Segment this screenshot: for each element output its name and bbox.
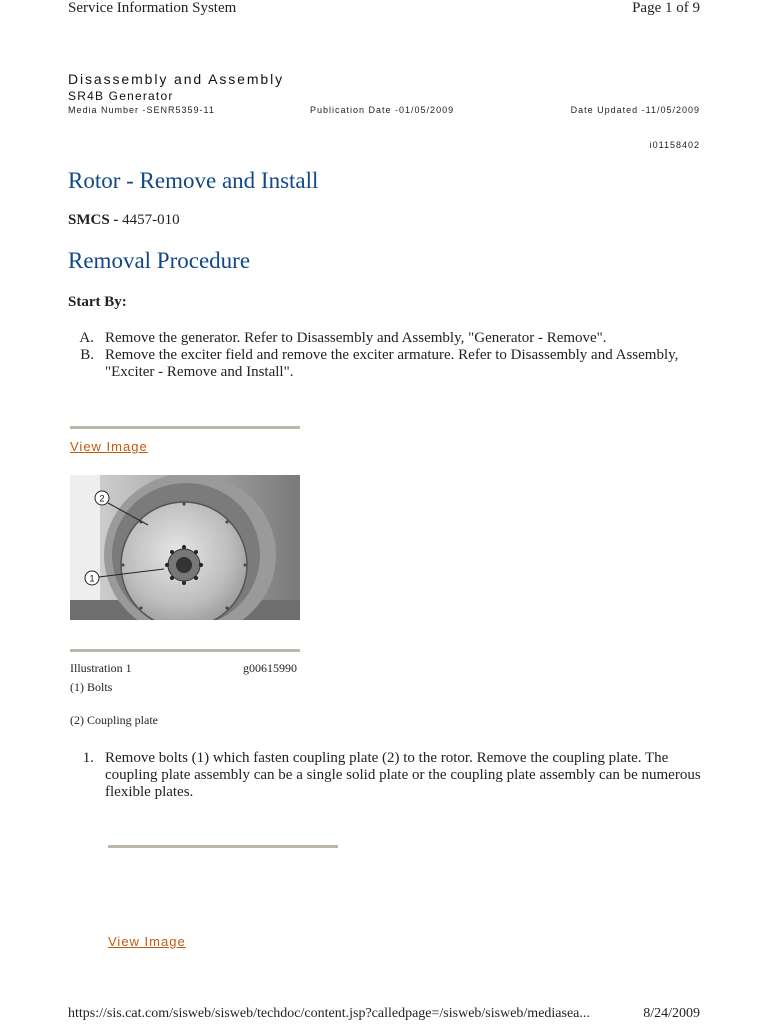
smcs-label: SMCS - <box>68 212 119 228</box>
page-indicator: Page 1 of 9 <box>632 0 700 16</box>
list-item-text: Remove the exciter field and remove the exciter armature. Refer to Disassembly and Assembly, "Exciter - Remove and Install". <box>105 347 679 380</box>
document-id: i01158402 <box>649 140 700 150</box>
divider <box>70 649 300 652</box>
illustration-image <box>70 475 300 620</box>
footer-date: 8/24/2009 <box>643 1006 700 1021</box>
callout-2 <box>95 491 109 505</box>
smcs-code <box>68 212 180 229</box>
media-number: Media Number -SENR5359-11 <box>68 105 215 115</box>
step-text: Remove bolts (1) which fasten coupling plate (2) to the rotor. Remove the coupling plate. The coupling plate assembly can be a single solid plate or the coupling plate assembly can be numerous flexible plates. <box>105 750 701 800</box>
date-updated: Date Updated -11/05/2009 <box>570 105 700 115</box>
product-name: SR4B Generator <box>68 89 174 103</box>
svg-text:1: 1 <box>89 573 95 584</box>
svg-text:2: 2 <box>99 493 105 504</box>
document-type: Disassembly and Assembly <box>68 71 284 87</box>
view-image-link[interactable]: View Image <box>108 934 186 949</box>
header-system-name: Service Information System <box>68 0 237 16</box>
list-item <box>68 347 708 383</box>
divider <box>108 845 338 848</box>
smcs-value: 4457-010 <box>122 212 180 228</box>
list-item <box>68 330 708 348</box>
step-number: 1. <box>82 750 94 766</box>
illustration-caption: Illustration 1 <box>70 661 132 675</box>
legend-item: (2) Coupling plate <box>70 713 158 727</box>
publication-date: Publication Date -01/05/2009 <box>310 105 455 115</box>
divider <box>70 426 300 429</box>
list-marker: B. <box>80 347 94 363</box>
callout-1 <box>85 571 99 585</box>
page-title: Rotor - Remove and Install <box>68 168 319 193</box>
view-image-link[interactable]: View Image <box>70 439 148 454</box>
start-by-heading: Start By: <box>68 294 127 310</box>
section-heading: Removal Procedure <box>68 248 251 273</box>
list-marker: A. <box>79 330 94 346</box>
list-item-text: Remove the generator. Refer to Disassembly and Assembly, "Generator - Remove". <box>105 330 607 346</box>
procedure-step <box>68 750 708 804</box>
illustration-id: g00615990 <box>243 661 297 675</box>
legend-item: (1) Bolts <box>70 680 113 694</box>
footer-url: https://sis.cat.com/sisweb/sisweb/techdoc/content.jsp?calledpage=/sisweb/sisweb/mediasea... <box>68 1006 590 1021</box>
